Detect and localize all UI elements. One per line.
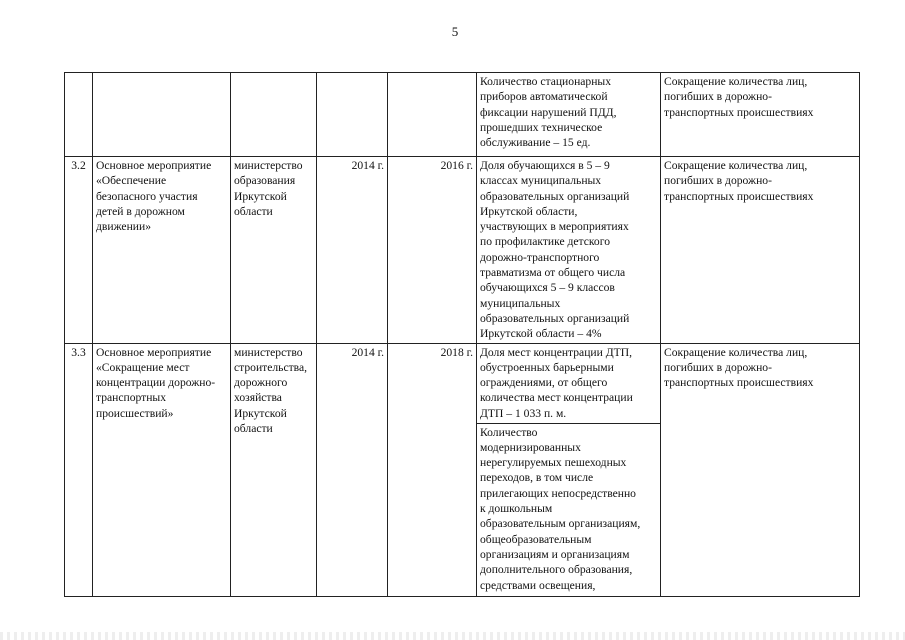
result-cell: Сокращение количества лиц, погибших в дорожно- транспортных происшествиях xyxy=(661,73,860,157)
event-cell: Основное мероприятие «Обеспечение безопасного участия детей в дорожном движении» xyxy=(93,157,231,344)
result-cell: Сокращение количества лиц, погибших в дорожно- транспортных происшествиях xyxy=(661,343,860,596)
page-number: 5 xyxy=(451,24,459,39)
indicator-cell: Доля обучающихся в 5 – 9 классах муниципальных образовательных организаций Иркутской области, участвующих в мероприятиях по профилактике детского дорожно-транспортного травматизма от общего числа обучающихся 5 – 9 классов муниципальных образовательных организаций Иркутской области – 4% xyxy=(477,157,661,344)
start-year-cell: 2014 г. xyxy=(317,343,388,596)
end-year-cell xyxy=(388,73,477,157)
executor-cell: министерство образования Иркутской области xyxy=(231,157,317,344)
start-year-cell: 2014 г. xyxy=(317,157,388,344)
executor-cell: министерство строительства, дорожного хозяйства Иркутской области xyxy=(231,343,317,596)
indicator-cell: Количество стационарных приборов автоматической фиксации нарушений ПДД, прошедших техническое обслуживание – 15 ед. xyxy=(477,73,661,157)
indicator-cell: Доля мест концентрации ДТП, обустроенных барьерными ограждениями, от общего количества мест концентрации ДТП – 1 033 п. м. xyxy=(477,343,661,423)
end-year-cell: 2018 г. xyxy=(388,343,477,596)
start-year-cell xyxy=(317,73,388,157)
program-table xyxy=(64,72,860,597)
result-cell: Сокращение количества лиц, погибших в дорожно- транспортных происшествиях xyxy=(661,157,860,344)
table-row xyxy=(65,73,860,157)
row-number xyxy=(65,73,93,157)
row-number: 3.2 xyxy=(65,157,93,344)
event-cell xyxy=(93,73,231,157)
event-cell: Основное мероприятие «Сокращение мест концентрации дорожно- транспортных происшествий» xyxy=(93,343,231,596)
executor-cell xyxy=(231,73,317,157)
indicator-text: Количество модернизированных нерегулируемых пешеходных переходов, в том числе прилегающих непосредственно к дошкольным образовательным организациям, общеобразовательным организациям и организациям дополнительного образования, средствами освещения, xyxy=(480,425,641,592)
table-row xyxy=(65,343,860,423)
indicator-cell-continued xyxy=(477,423,661,596)
end-year-cell: 2016 г. xyxy=(388,157,477,344)
table-row xyxy=(65,157,860,344)
scan-edge xyxy=(0,632,905,640)
row-number: 3.3 xyxy=(65,343,93,596)
